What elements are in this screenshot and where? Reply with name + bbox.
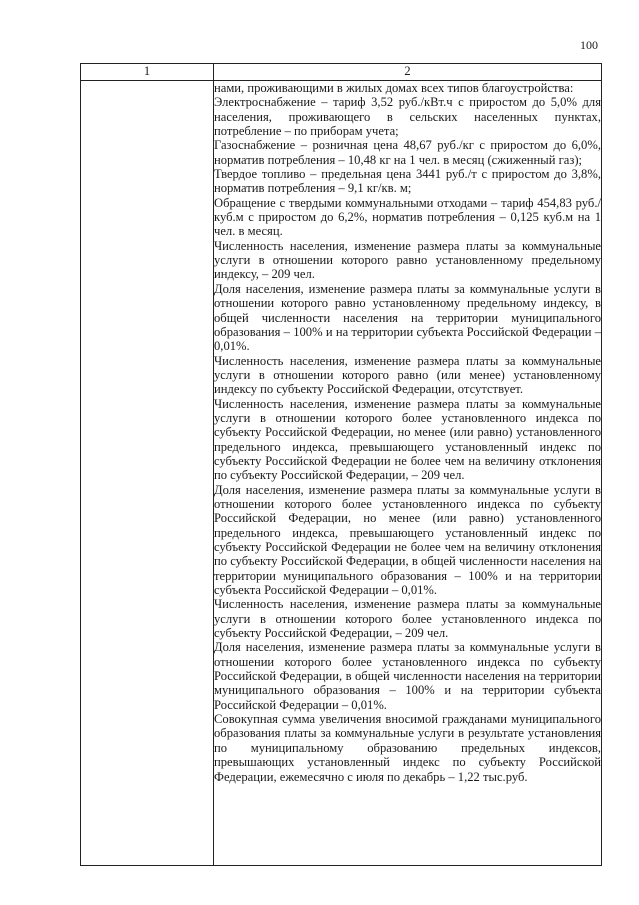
paragraph-electricity: Электроснабжение – тариф 3,52 руб./кВт.ч с приростом до 5,0% для населения, проживающего в сельских населенных пунктах, потребление – по приборам учета;: [214, 95, 601, 139]
paragraph-solid-fuel: Твердое топливо – предельная цена 3441 руб./т с приростом до 3,8%, норматив потребления – 9,1 кг/кв. м;: [214, 167, 601, 196]
table-header-row: [81, 64, 602, 81]
page-number: 100: [580, 38, 598, 52]
left-cell-empty: [81, 81, 214, 866]
paragraph-waste: Обращение с твердыми коммунальными отходами – тариф 454,83 руб./куб.м с приростом до 6,2%, норматив потребления – 0,125 куб.м на 1 чел. в месяц.: [214, 195, 601, 239]
document-table: [80, 63, 602, 866]
paragraph-population-less: Численность населения, изменение размера платы за коммунальные услуги в отношении которого равно (или менее) установленному индексу по субъекту Российской Федерации, отсутствует.: [214, 353, 601, 397]
column-header-2: 2: [214, 64, 602, 81]
right-cell-text: [214, 81, 602, 866]
paragraph-total-sum: Совокупная сумма увеличения вносимой гражданами муниципального образования платы за коммунальные услуги в результате установления по муниципальному образованию предельных индексов, превышающих установленный индекс по субъекту Российской Федерации, ежемесячно с июля по декабрь – 1,22 тыс.руб.: [214, 712, 601, 784]
column-header-1: 1: [81, 64, 214, 81]
paragraph-share-more: Доля населения, изменение размера платы за коммунальные услуги в отношении которого более установленного индекса по субъекту Российской Федерации, в общей численности населения на территории муниципального образования – 100% и на территории субъекта Российской Федерации – 0,01%.: [214, 640, 601, 712]
paragraph-population-equal: Численность населения, изменение размера платы за коммунальные услуги в отношении которого равно установленному предельному индексу, – 209 чел.: [214, 238, 601, 282]
table-row: [81, 81, 602, 866]
paragraph-population-between: Численность населения, изменение размера платы за коммунальные услуги в отношении которого более установленного индекса по субъекту Российской Федерации, но менее (или равно) установленного предельного индекса, превышающего установленный индекс по субъекту Российской Федерации не более чем на величину отклонения по субъекту Российской Федерации, – 209 чел.: [214, 396, 601, 483]
paragraph-intro: нами, проживающими в жилых домах всех типов благоустройства:: [214, 81, 574, 95]
paragraph-gas: Газоснабжение – розничная цена 48,67 руб./кг с приростом до 6,0%, норматив потребления – 10,48 кг на 1 чел. в месяц (сжиженный газ);: [214, 138, 601, 167]
paragraph-share-equal: Доля населения, изменение размера платы за коммунальные услуги в отношении которого равно установленному предельному индексу, в общей численности населения на территории муниципального образования – 100% и на территории субъекта Российской Федерации – 0,01%.: [214, 281, 601, 354]
paragraph-share-between: Доля населения, изменение размера платы за коммунальные услуги в отношении которого более установленного индекса по субъекту Российской Федерации, но менее (или равно) установленного предельного индекса, превышающего установленный индекс по субъекту Российской Федерации не более чем на величину отклонения по субъекту Российской Федерации, в общей численности населения на территории муниципального образования – 100% и на территории субъекта Российской Федерации – 0,01%.: [214, 482, 601, 598]
paragraph-population-more: Численность населения, изменение размера платы за коммунальные услуги в отношении которого более установленного индекса по субъекту Российской Федерации, – 209 чел.: [214, 597, 601, 641]
